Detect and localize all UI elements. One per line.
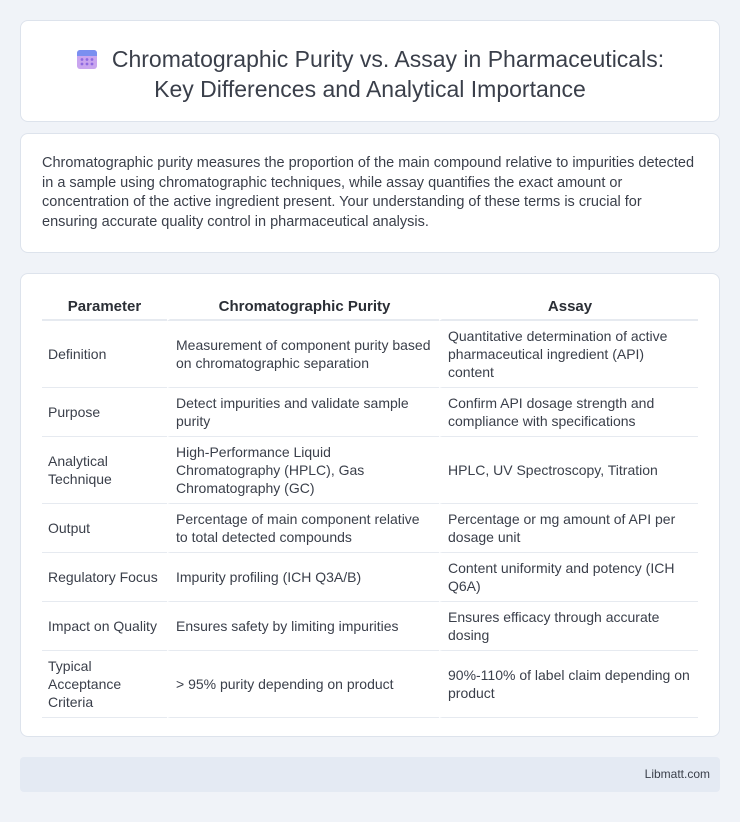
intro-paragraph: Chromatographic purity measures the proportion of the main compound relative to impurities detected in a sample using chromatographic techniques, while assay quantifies the exact amount or concentration of the active ingredient present. Your understanding of these terms is crucial for ensuring accurate quality control in pharmaceutical analysis. [42,155,695,230]
table-row [42,602,698,651]
row-assay-value: HPLC, UV Spectroscopy, Titration [439,437,698,504]
row-purity-value: Percentage of main component relative to total detected compounds [167,504,439,553]
intro-card [20,133,720,253]
row-assay-value: 90%-110% of label claim depending on product [439,651,698,718]
title-line-1: Chromatographic Purity vs. Assay in Pharmaceuticals: [111,46,665,72]
table-row [42,437,698,504]
row-purity-value: Ensures safety by limiting impurities [167,602,439,651]
row-purity-value: Measurement of component purity based on chromatographic separation [167,321,439,388]
title-line-2: Key Differences and Analytical Importance [154,76,586,102]
row-parameter: Typical Acceptance Criteria [42,651,167,718]
calendar-grid-icon [76,48,98,70]
row-assay-value: Quantitative determination of active pharmaceutical ingredient (API) content [439,321,698,388]
comparison-table [42,294,698,718]
header-chromatographic-purity: Chromatographic Purity [167,294,439,321]
row-purity-value: Impurity profiling (ICH Q3A/B) [167,553,439,602]
row-purity-value: Detect impurities and validate sample purity [167,388,439,437]
footer [20,757,720,792]
header-assay: Assay [439,294,698,321]
row-assay-value: Ensures efficacy through accurate dosing [439,602,698,651]
row-purity-value: > 95% purity depending on product [167,651,439,718]
row-assay-value: Content uniformity and potency (ICH Q6A) [439,553,698,602]
row-parameter: Purpose [42,388,167,437]
row-parameter: Output [42,504,167,553]
header-parameter: Parameter [42,294,167,321]
row-assay-value: Confirm API dosage strength and compliance with specifications [439,388,698,437]
footer-brand[interactable]: Libmatt.com [644,767,710,781]
title-card [20,20,720,122]
row-parameter: Regulatory Focus [42,553,167,602]
table-row [42,388,698,437]
row-parameter: Analytical Technique [42,437,167,504]
table-row [42,321,698,388]
table-row [42,504,698,553]
table-header-row [42,294,698,321]
row-assay-value: Percentage or mg amount of API per dosage unit [439,504,698,553]
page-title [21,44,719,104]
row-parameter: Definition [42,321,167,388]
row-parameter: Impact on Quality [42,602,167,651]
comparison-table-card [20,273,720,737]
table-row [42,651,698,718]
row-purity-value: High-Performance Liquid Chromatography (HPLC), Gas Chromatography (GC) [167,437,439,504]
table-row [42,553,698,602]
